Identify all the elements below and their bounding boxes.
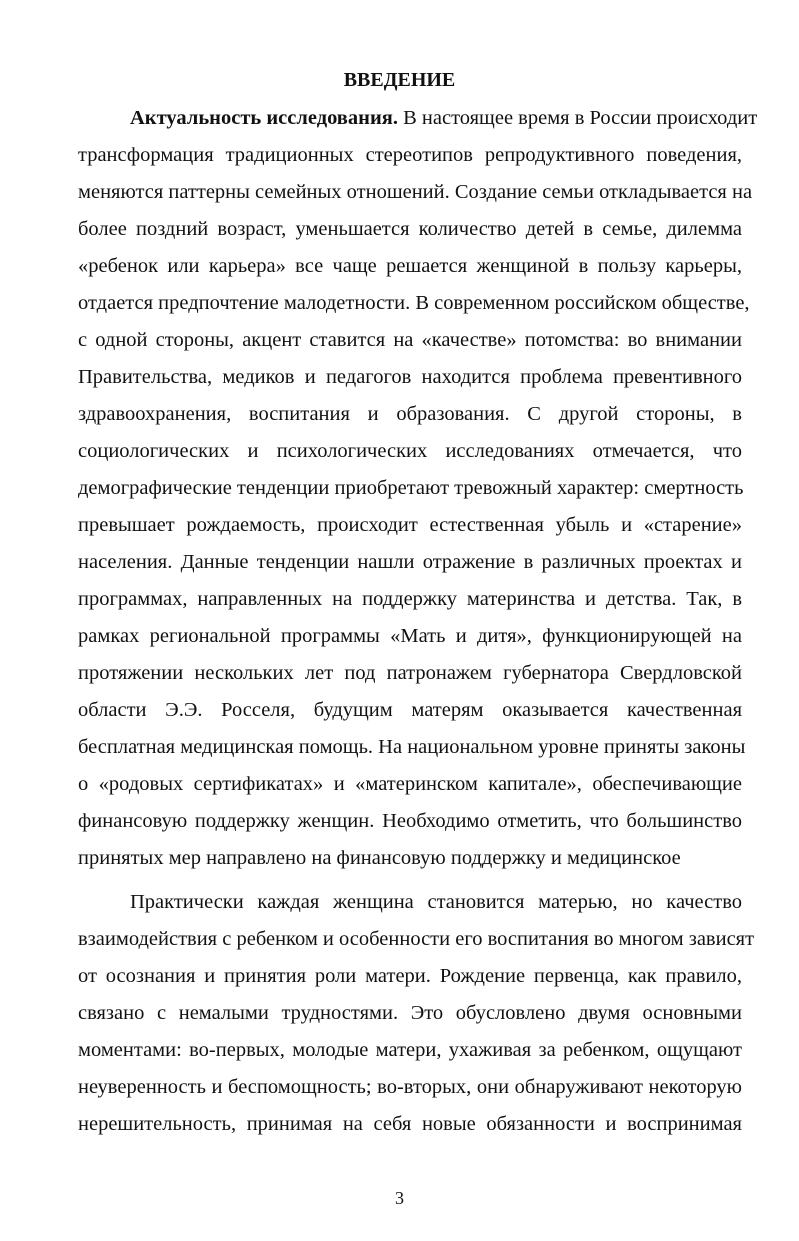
text-line: населения. Данные тенденции нашли отражение в различных проектах и	[78, 551, 742, 573]
text-line: здравоохранения, воспитания и образования. С другой стороны, в	[78, 403, 742, 425]
text-line: связано с немалыми трудностями. Это обусловлено двумя основными	[78, 1002, 742, 1024]
text-line: меняются паттерны семейных отношений. Создание семьи откладывается на	[78, 181, 753, 203]
text-line: программах, направленных на поддержку материнства и детства. Так, в	[78, 588, 742, 610]
lead-heading: Актуальность исследования.	[130, 107, 398, 129]
text-line: о «родовых сертификатах» и «материнском капитале», обеспечивающие	[78, 773, 742, 795]
text-line: от осознания и принятия роли матери. Рождение первенца, как правило,	[78, 965, 742, 987]
text-line: трансформация традиционных стереотипов репродуктивного поведения,	[78, 144, 742, 166]
text-line: неуверенность и беспомощность; во-вторых, они обнаруживают некоторую	[78, 1076, 742, 1098]
text-line: рамках региональной программы «Мать и дитя», функционирующей на	[78, 625, 742, 647]
text-line: более поздний возраст, уменьшается количество детей в семье, дилемма	[78, 218, 742, 240]
paragraph-motherhood	[78, 884, 755, 1143]
text-line: Практически каждая женщина становится матерью, но качество	[130, 891, 742, 913]
text-line: нерешительность, принимая на себя новые обязанности и воспринимая	[78, 1113, 742, 1135]
text-line: взаимодействия с ребенком и особенности его воспитания во многом зависят	[78, 928, 755, 950]
text-line: превышает рождаемость, происходит естественная убыль и «старение»	[78, 514, 742, 536]
text-line: отдается предпочтение малодетности. В современном российском обществе,	[78, 292, 750, 314]
text-line-rest: В настоящее время в России происходит	[397, 107, 758, 129]
text-line: моментами: во-первых, молодые матери, ухаживая за ребенком, ощущают	[78, 1039, 742, 1061]
text-line: принятых мер направлено на финансовую поддержку и медицинское	[78, 847, 681, 869]
text-line: бесплатная медицинская помощь. На национальном уровне приняты законы	[78, 736, 746, 758]
text-line: с одной стороны, акцент ставится на «качестве» потомства: во внимании	[78, 329, 742, 351]
text-line: «ребенок или карьера» все чаще решается женщиной в пользу карьеры,	[78, 255, 742, 277]
text-line: Правительства, медиков и педагогов находится проблема превентивного	[78, 366, 742, 388]
section-title: ВВЕДЕНИЕ	[343, 69, 456, 91]
text-line	[78, 100, 758, 137]
body-text	[78, 100, 758, 1143]
text-line: социологических и психологических исследованиях отмечается, что	[78, 440, 742, 462]
page-number: 3	[395, 1188, 404, 1208]
text-line: области Э.Э. Росселя, будущим матерям оказывается качественная	[78, 699, 742, 721]
text-line: протяжении нескольких лет под патронажем губернатора Свердловской	[78, 662, 742, 684]
paragraph-relevance	[78, 100, 758, 877]
text-line: демографические тенденции приобретают тревожный характер: смертность	[78, 477, 744, 499]
text-line: финансовую поддержку женщин. Необходимо отметить, что большинство	[78, 810, 742, 832]
